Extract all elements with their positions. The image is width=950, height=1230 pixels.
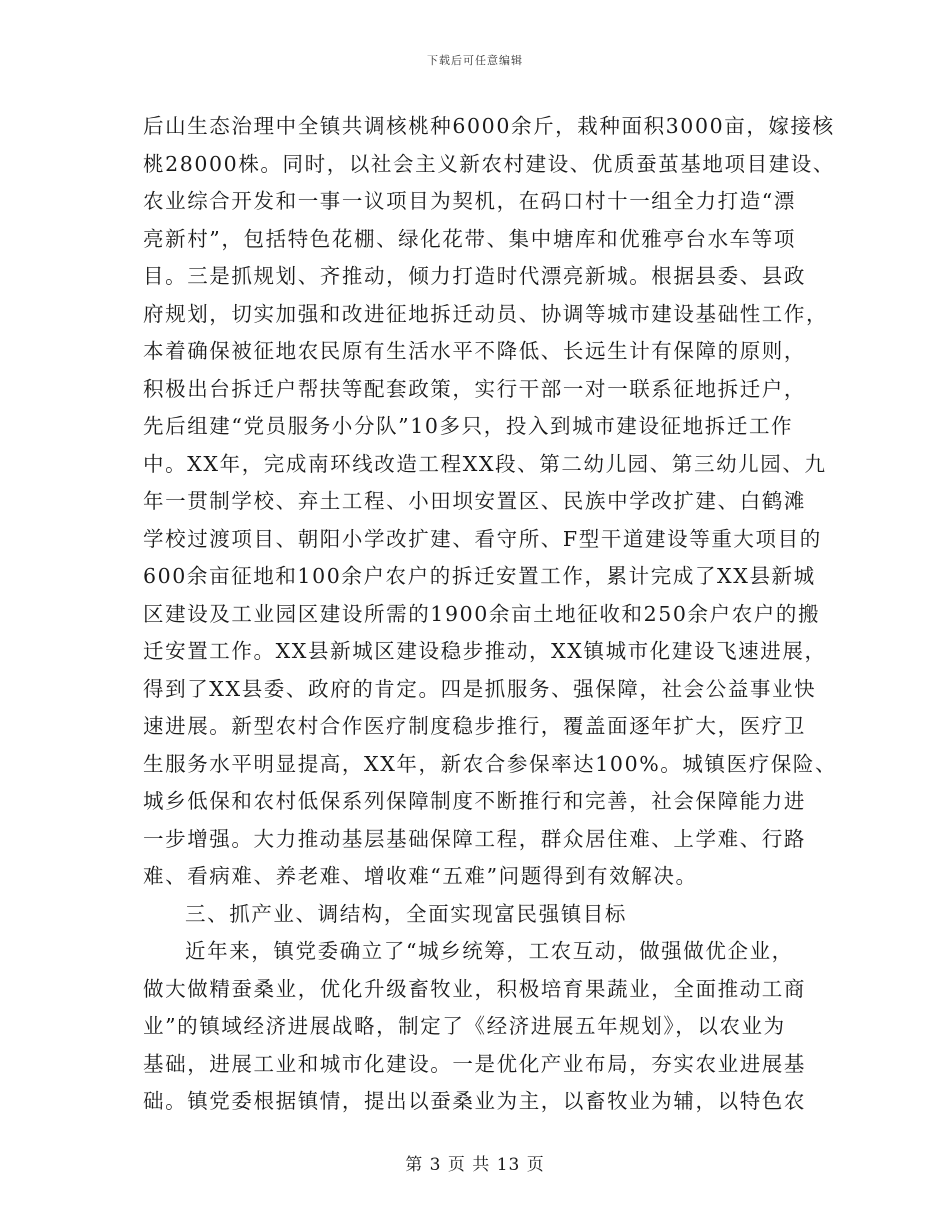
text-line: 目。三是抓规划、齐推动，倾力打造时代漂亮新城。根据县委、县政 — [143, 264, 806, 288]
text-line: 农业综合开发和一事一议项目为契机，在码口村十一组全力打造“漂 — [143, 189, 796, 213]
text-line: 府规划，切实加强和改进征地拆迁动员、协调等城市建设基础性工作， — [143, 301, 829, 326]
section-heading: 三、抓产业、调结构，全面实现富民强镇目标 — [185, 901, 627, 926]
text-line: 桃28000株。同时，以社会主义新农村建设、优质蚕茧基地项目建设、 — [143, 151, 836, 176]
text-line: 速进展。新型农村合作医疗制度稳步推行，覆盖面逐年扩大，医疗卫 — [143, 714, 806, 738]
page-number: 第 3 页 共 13 页 — [405, 1155, 545, 1175]
text-line: 区建设及工业园区建设所需的1900余亩土地征收和250余户农户的搬 — [143, 601, 821, 626]
text-line: 城乡低保和农村低保系列保障制度不断推行和完善，社会保障能力进 — [143, 789, 806, 813]
page-header: 下载后可任意编辑 — [427, 54, 523, 67]
text-line: 业”的镇域经济进展战略，制定了《经济进展五年规划》，以农业为 — [143, 1014, 786, 1038]
text-line: 600余亩征地和100余户农户的拆迁安置工作，累计完成了XX县新城 — [143, 564, 816, 588]
text-line: 先后组建“党员服务小分队”10多只，投入到城市建设征地拆迁工作 — [143, 414, 794, 438]
text-line: 学校过渡项目、朝阳小学改扩建、看守所、F型干道建设等重大项目的 — [143, 526, 822, 551]
text-line: 得到了XX县委、政府的肯定。四是抓服务、强保障，社会公益事业快 — [143, 676, 817, 701]
text-line: 生服务水平明显提高，XX年，新农合参保率达100%。城镇医疗保险、 — [143, 751, 838, 776]
text-line: 做大做精蚕桑业，优化升级畜牧业，积极培育果蔬业，全面推动工商 — [143, 976, 806, 1001]
text-line: 近年来，镇党委确立了“城乡统筹，工农互动，做强做优企业， — [185, 939, 794, 963]
text-line: 基础，进展工业和城市化建设。一是优化产业布局，夯实农业进展基 — [143, 1051, 806, 1076]
text-line: 本着确保被征地农民原有生活水平不降低、长远生计有保障的原则， — [143, 339, 806, 363]
document-body — [143, 108, 838, 1121]
text-line: 中。XX年，完成南环线改造工程XX段、第二幼儿园、第三幼儿园、九 — [143, 451, 827, 476]
text-line: 亮新村”，包括特色花棚、绿化花带、集中塘库和优雅亭台水车等项 — [143, 226, 796, 251]
text-line: 年一贯制学校、弃土工程、小田坝安置区、民族中学改扩建、白鹤滩 — [143, 489, 806, 513]
text-line: 迁安置工作。XX县新城区建设稳步推动，XX镇城市化建设飞速进展， — [143, 639, 827, 663]
text-line: 难、看病难、养老难、增收难“五难”问题得到有效解决。 — [143, 864, 698, 888]
text-line: 积极出台拆迁户帮扶等配套政策，实行干部一对一联系征地拆迁户， — [143, 376, 806, 401]
text-line: 一步增强。大力推动基层基础保障工程，群众居住难、上学难、行路 — [143, 826, 806, 851]
text-line: 础。镇党委根据镇情，提出以蚕桑业为主，以畜牧业为辅，以特色农 — [143, 1089, 806, 1113]
text-line: 后山生态治理中全镇共调核桃种6000余斤，栽种面积3000亩，嫁接核 — [143, 114, 835, 138]
